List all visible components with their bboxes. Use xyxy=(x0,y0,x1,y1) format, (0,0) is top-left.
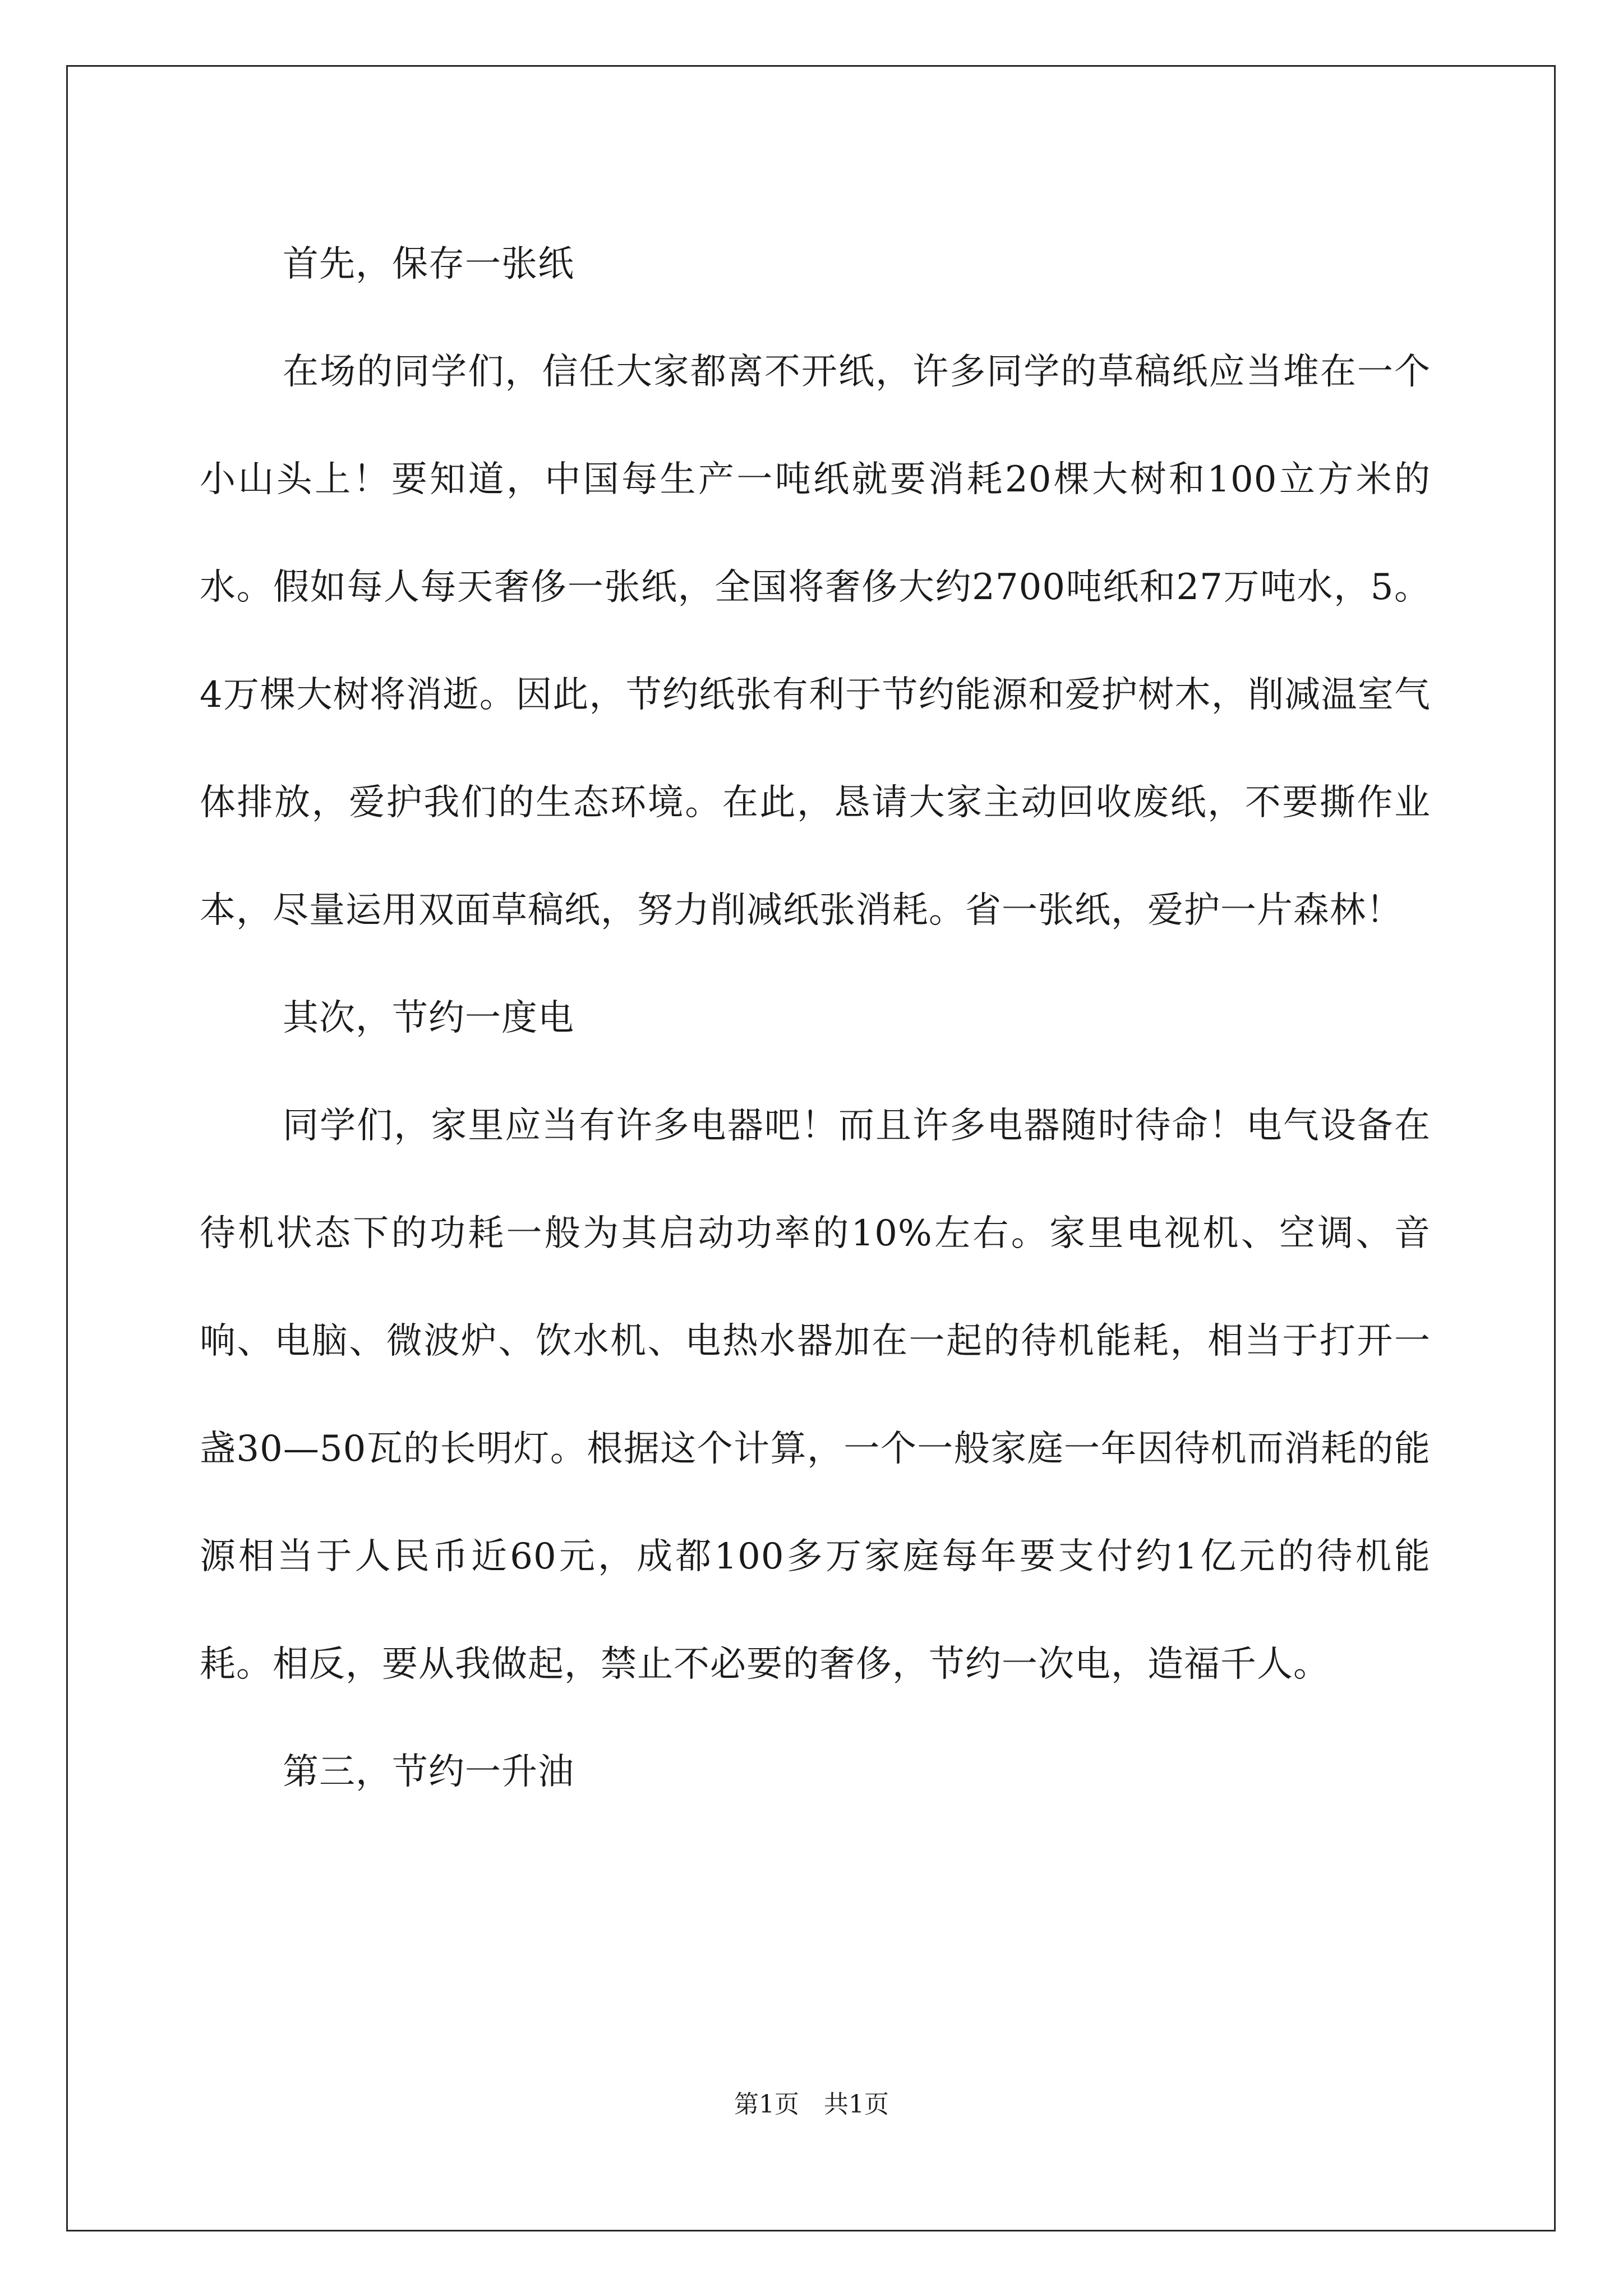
section-paragraph-electricity: 同学们，家里应当有许多电器吧！而且许多电器随时待命！电气设备在待机状态下的功耗一般为其启动功率的10%左右。家里电视机、空调、音响、电脑、微波炉、饮水机、电热水器加在一起的待机能耗，相当于打开一盏30—50瓦的长明灯。根据这个计算，一个一般家庭一年因待机而消耗的能源相当于人民币近60元，成都100多万家庭每年要支付约1亿元的待机能耗。相反，要从我做起，禁止不必要的奢侈，节约一次电，造福千人。 xyxy=(200,1105,1431,1685)
section-paragraph-paper: 在场的同学们，信任大家都离不开纸，许多同学的草稿纸应当堆在一个小山头上！要知道，中国每生产一吨纸就要消耗20棵大树和100立方米的水。假如每人每天奢侈一张纸，全国将奢侈大约2700吨纸和27万吨水，5。4万棵大树将消逝。因此，节约纸张有利于节约能源和爱护树木，削减温室气体排放，爱护我们的生态环境。在此，恳请大家主动回收废纸，不要撕作业本，尽量运用双面草稿纸，努力削减纸张消耗。省一张纸，爱护一片森林！ xyxy=(200,351,1431,931)
section-heading-electricity: 其次，节约一度电 xyxy=(283,997,574,1039)
section-heading-paper: 首先，保存一张纸 xyxy=(283,243,574,285)
page-number-footer: 第1页 共1页 xyxy=(734,2090,889,2119)
section-heading-oil: 第三，节约一升油 xyxy=(283,1751,574,1793)
document-body xyxy=(200,210,1431,1826)
